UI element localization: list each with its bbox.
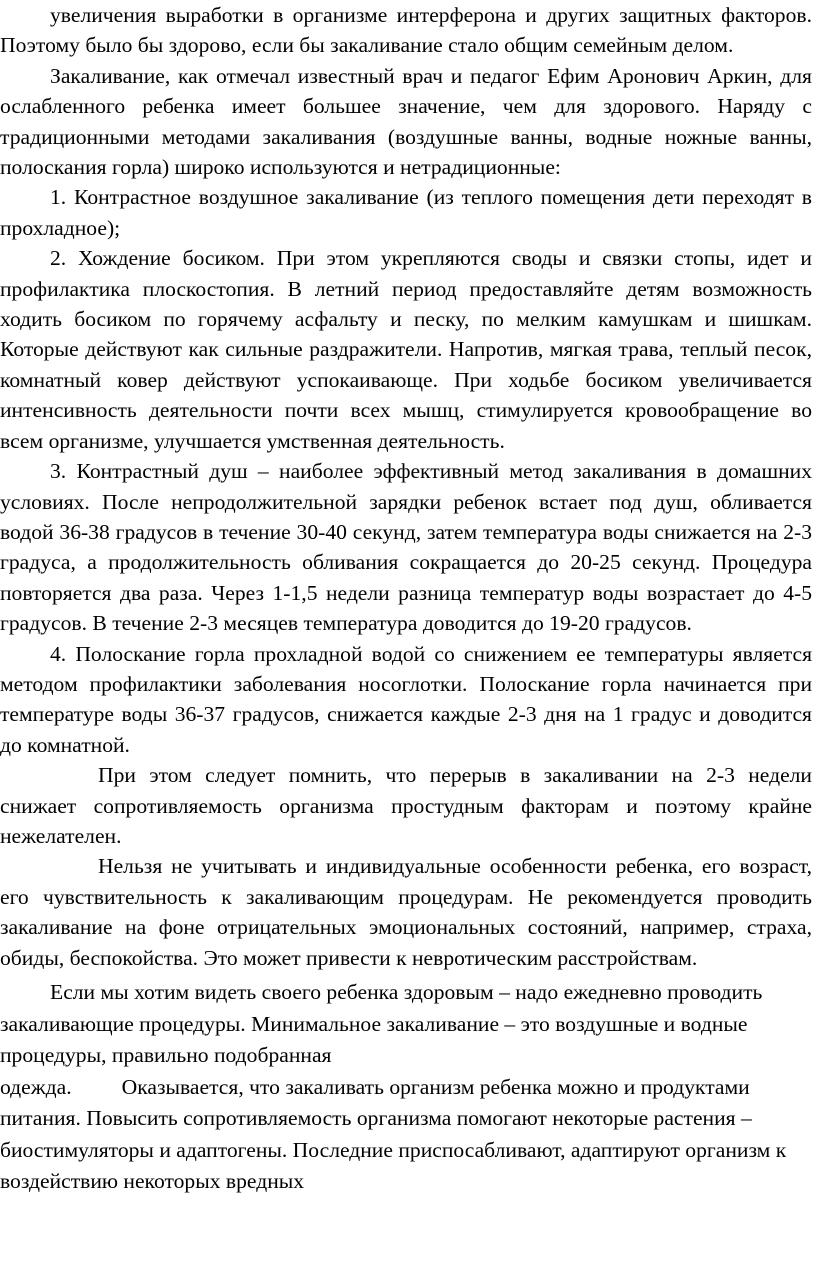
list-item-4: 4. Полоскание горла прохладной водой со снижением ее температуры является методом профилактики заболевания носоглотки. Полоскание горла начинается при температуре воды 36-37 градусов, снижается каждые 2-3 дня на 1 градус и доводится до комнатной. <box>0 641 812 757</box>
paragraph-arkin: Закаливание, как отмечал известный врач и педагог Ефим Аронович Аркин, для ослабленного ребенка имеет большее значение, чем для здорового. Наряду с традиционными методами закаливания (воздушные ванны, водные ножные ванны, полоскания горла) широко используются и нетрадиционные: <box>0 63 812 180</box>
list-item-1: 1. Контрастное воздушное закаливание (из теплого помещения дети переходят в прохладное); <box>0 185 812 240</box>
paragraph-individual: Нельзя не учитывать и индивидуальные особенности ребенка, его возраст, его чувствительность к закаливающим процедурам. Не рекомендуется проводить закаливание на фоне отрицательных эмоциональных состояний, например, страха, обиды, беспокойства. Это может привести к невротическим расстройствам. <box>0 854 812 970</box>
list-item-2: 2. Хождение босиком. При этом укрепляются своды и связки стопы, идет и профилактика плоскостопия. В летний период предоставляйте детям возможность ходить босиком по горячему асфальту и песку, по мелким камушкам и шишкам. Которые действуют как сильные раздражители. Напротив, мягкая трава, теплый песок, комнатный ковер действуют успокаивающе. При ходьбе босиком увеличивается интенсивность деятельности почти всех мышц, стимулируется кровообращение во всем организме, улучшается умственная деятельность. <box>0 246 812 453</box>
paragraph-continuation: увеличения выработки в организме интерферона и других защитных факторов. Поэтому было бы здорово, если бы закаливание стало общим семейным делом. <box>0 3 812 58</box>
closing-text <box>0 977 812 1198</box>
closing-line-rest: Оказывается, что закаливать организм ребенка можно и продуктами питания. Повысить сопротивляемость организма помогают некоторые растения – биостимуляторы и адаптогены. Последние приспосабливают, адаптируют организм к воздействию некоторых вредных <box>0 1074 787 1193</box>
closing-continuation <box>0 1072 812 1198</box>
closing-lead: Если мы хотим видеть своего ребенка здоровым – надо ежедневно проводить закаливающие процедуры. Минимальное закаливание – это воздушные и водные процедуры, правильно подобранная <box>0 980 763 1067</box>
paragraph-break-warning: При этом следует помнить, что перерыв в закаливании на 2-3 недели снижает сопротивляемость организма простудным факторам и поэтому крайне нежелателен. <box>0 763 812 848</box>
list-item-3: 3. Контрастный душ – наиболее эффективный метод закаливания в домашних условиях. После непродолжительной зарядки ребенок встает под душ, обливается водой 36-38 градусов в течение 30-40 секунд, затем температура воды снижается на 2-3 градуса, а продолжительность обливания сокращается до 20-25 секунд. Процедура повторяется два раза. Через 1-1,5 недели разница температур воды возрастает до 4-5 градусов. В течение 2-3 месяцев температура доводится до 19-20 градусов. <box>0 459 812 636</box>
closing-line-start: одежда. <box>0 1074 72 1099</box>
